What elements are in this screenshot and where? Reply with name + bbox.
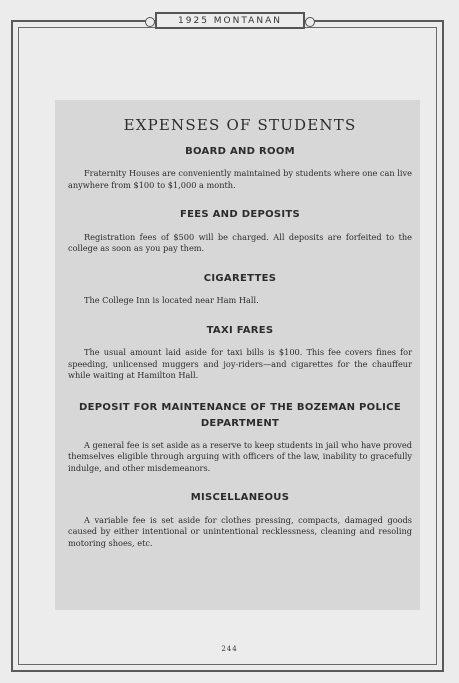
page-title: EXPENSES OF STUDENTS bbox=[123, 116, 357, 134]
section-title: CIGARETTES bbox=[203, 272, 277, 284]
section-body: The usual amount laid aside for taxi bills is $100. This fee covers fines for speeding, unlicensed muggers and joy-riders—and cigarettes for the chauffeur while waiting at Hamilton Hall. bbox=[68, 347, 412, 380]
section-title: TAXI FARES bbox=[206, 324, 274, 336]
section-body: Registration fees of $500 will be charged. All deposits are forfeited to the college as soon as you pay them. bbox=[68, 231, 412, 253]
section-body: A variable fee is set aside for clothes pressing, compacts, damaged goods caused by either intentional or unintentional recklessness, cleaning and resoling motoring shoes, etc. bbox=[68, 514, 412, 548]
section-body: A general fee is set aside as a reserve to keep students in jail who have proved themselves eligible through arguing with officers of the law, inability to gracefully indulge, and other misdemeanors. bbox=[68, 439, 412, 473]
section-body: Fraternity Houses are conveniently maintained by students where one can live anywhere from $100 to $1,000 a month. bbox=[68, 168, 412, 190]
section-body: The College Inn is located near Ham Hall. bbox=[84, 295, 259, 305]
section-title: BOARD AND ROOM bbox=[185, 145, 295, 157]
section-miscellaneous bbox=[68, 492, 412, 549]
content bbox=[68, 116, 412, 567]
section-title: MISCELLANEOUS bbox=[190, 492, 290, 503]
page-number: 244 bbox=[221, 645, 238, 653]
section-title: DEPOSIT FOR MAINTENANCE OF THE BOZEMAN POLICE DEPARTMENT bbox=[79, 401, 401, 429]
section-taxi-fares bbox=[68, 325, 412, 382]
section-title: FEES AND DEPOSITS bbox=[179, 209, 301, 220]
section-cigarettes bbox=[68, 273, 412, 307]
header-plate bbox=[155, 12, 305, 29]
section-police-deposit bbox=[68, 400, 412, 475]
section-fees-and-deposits bbox=[68, 209, 412, 255]
section-board-and-room bbox=[68, 146, 412, 192]
header-title: 1925 MONTANAN bbox=[178, 15, 282, 26]
